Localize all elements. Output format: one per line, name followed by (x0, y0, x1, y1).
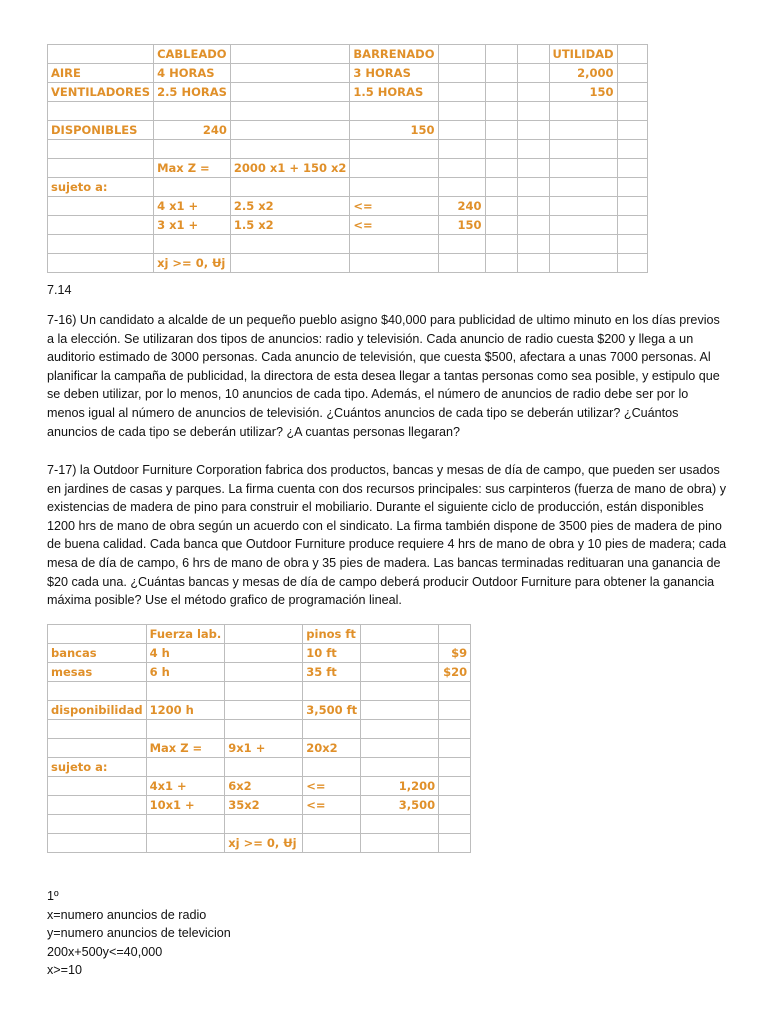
table-cell (230, 64, 350, 83)
table-cell (517, 64, 549, 83)
table-cell (146, 758, 225, 777)
table-cell (549, 197, 617, 216)
table-cell (439, 758, 471, 777)
table-cell (48, 197, 154, 216)
table-cell (517, 235, 549, 254)
table-cell (48, 254, 154, 273)
table-cell (517, 102, 549, 121)
table-cell: 3 x1 + (154, 216, 231, 235)
table-row (48, 682, 471, 701)
table-cell (439, 777, 471, 796)
table-cell (517, 178, 549, 197)
table-cell: 6x2 (225, 777, 303, 796)
table-cell: 3,500 ft (303, 701, 361, 720)
table-row (48, 644, 471, 663)
table-cell (48, 159, 154, 178)
table-cell: 4 h (146, 644, 225, 663)
table-cell (361, 663, 439, 682)
table-cell: bancas (48, 644, 147, 663)
table-row (48, 64, 648, 83)
table-cell (549, 235, 617, 254)
table-cell (361, 815, 439, 834)
table-cell (303, 758, 361, 777)
table-cell (549, 140, 617, 159)
table-cell: <= (303, 796, 361, 815)
table-cell (230, 140, 350, 159)
table-cell (617, 83, 647, 102)
table-cell (517, 254, 549, 273)
table-cell: <= (303, 777, 361, 796)
table-cell (439, 815, 471, 834)
table-cell (225, 682, 303, 701)
table-cell (146, 815, 225, 834)
table-cell: 2,000 (549, 64, 617, 83)
table-cell (230, 121, 350, 140)
table-cell (517, 45, 549, 64)
table-cell (617, 254, 647, 273)
table-cell (230, 178, 350, 197)
table-cell: $20 (439, 663, 471, 682)
table-cell (517, 159, 549, 178)
table-cell (350, 102, 438, 121)
table-cell (361, 758, 439, 777)
note-line: y=numero anuncios de televicion (47, 926, 231, 941)
problem-7-17-text: 7-17) la Outdoor Furniture Corporation fabrica dos productos, bancas y mesas de día de campo, que pueden ser usados en jardines de casas y parques. La firma cuenta con dos recursos principales: sus carpinteros (fuerza de mano de obra) y existencias de madera de pino para construir el mobiliario. Durante el siguiente ciclo de producción, están disponibles 1200 hrs de mano de obra según un acuerdo con el sindicato. La firma también dispone de 3500 pies de madera de pino de buena calidad. Cada banca que Outdoor Furniture produce requiere 4 hrs de mano de obra y 10 pies de madera; cada mesa de día de campo, 6 hrs de mano de obra y 35 pies de madera. Las bancas terminadas redituaran una ganancia de $20 cada una. ¿Cuántas bancas y mesas de día de campo deberá producir Outdoor Furniture para obtener la ganancia máxima posible? Use el método grafico de programación lineal. (47, 463, 727, 608)
table-cell (439, 701, 471, 720)
table-cell (485, 216, 517, 235)
table-row (48, 45, 648, 64)
table-cell (439, 682, 471, 701)
table-cell (438, 64, 485, 83)
table-cell: mesas (48, 663, 147, 682)
table-cell: 3 HORAS (350, 64, 438, 83)
table-cell (549, 102, 617, 121)
table-cell (549, 178, 617, 197)
problem-7-16 (47, 311, 727, 441)
table-cell (617, 159, 647, 178)
table-cell: 3,500 (361, 796, 439, 815)
table-cell (485, 178, 517, 197)
table-cell: 240 (154, 121, 231, 140)
table-cell: disponibilidad (48, 701, 147, 720)
table-cell (146, 720, 225, 739)
table-cell (617, 45, 647, 64)
table-cell (485, 235, 517, 254)
table-cell (485, 64, 517, 83)
table-cell (146, 834, 225, 853)
table-cell (48, 815, 147, 834)
table-cell (154, 140, 231, 159)
table-cell (361, 739, 439, 758)
table-cell: xj >= 0, Ʉj (225, 834, 303, 853)
table-cell: 2.5 x2 (230, 197, 350, 216)
table-cell (350, 254, 438, 273)
table-cell (485, 45, 517, 64)
table-cell: CABLEADO (154, 45, 231, 64)
table-cell (439, 739, 471, 758)
table-cell (154, 102, 231, 121)
table-cell (617, 197, 647, 216)
table-cell (617, 64, 647, 83)
table-cell: VENTILADORES (48, 83, 154, 102)
table-cell (48, 235, 154, 254)
table-cell (303, 815, 361, 834)
note-line: x>=10 (47, 963, 83, 978)
table-cell (549, 254, 617, 273)
table-cell (485, 197, 517, 216)
table-row (48, 235, 648, 254)
table-cell (48, 102, 154, 121)
table-cell: $9 (439, 644, 471, 663)
table-cell (350, 159, 438, 178)
table-cell (485, 254, 517, 273)
table-cell: 2000 x1 + 150 x2 (230, 159, 350, 178)
table-cell (485, 83, 517, 102)
table-cell (48, 834, 147, 853)
table-cell (48, 720, 147, 739)
table-cell (48, 739, 147, 758)
table-cell (225, 815, 303, 834)
table-cell: 1.5 HORAS (350, 83, 438, 102)
table-cell (154, 235, 231, 254)
table-cell (485, 121, 517, 140)
resource-table-1 (47, 44, 648, 273)
table-cell: sujeto a: (48, 758, 147, 777)
table-cell: AIRE (48, 64, 154, 83)
table-cell (350, 178, 438, 197)
section-label: 7.14 (47, 283, 72, 297)
table-cell (361, 682, 439, 701)
table-cell: 150 (549, 83, 617, 102)
table-cell (48, 625, 147, 644)
table-cell (225, 720, 303, 739)
table-cell (517, 140, 549, 159)
table-row (48, 216, 648, 235)
table-cell (439, 720, 471, 739)
table-cell (230, 254, 350, 273)
table-cell: sujeto a: (48, 178, 154, 197)
table-cell: 35 ft (303, 663, 361, 682)
table-cell: 4x1 + (146, 777, 225, 796)
problem-7-17 (47, 461, 727, 610)
table-row (48, 739, 471, 758)
table-cell (154, 178, 231, 197)
table-cell (438, 45, 485, 64)
table-cell (617, 121, 647, 140)
table-cell (485, 159, 517, 178)
table-cell (517, 83, 549, 102)
table-row (48, 758, 471, 777)
table-cell: 240 (438, 197, 485, 216)
problem-7-16-text: 7-16) Un candidato a alcalde de un pequeño pueblo asigno $40,000 para publicidad de ultimo minuto en los días previos a la elección. Se utilizaran dos tipos de anuncios: radio y televisión. Cada anuncio de radio cuesta $200 y llega a un auditorio estimado de 3000 personas. Cada anuncio de televisión, que cuesta $500, afectara a unas 7000 personas. Al planificar la campaña de publicidad, la directora de esta desea llegar a tantas personas como sea posible, y estipulo que se deben utilizar, por lo menos, 10 anuncios de cada tipo. Además, el número de anuncios de radio debe ser por lo menos igual al número de anuncios de televisión. ¿Cuántos anuncios de cada tipo se deberán utilizar? ¿Cuántos anuncios de cada tipo se deberán utilizar? ¿A cuantas personas llegaran? (47, 313, 720, 439)
table-row (48, 663, 471, 682)
table-cell: DISPONIBLES (48, 121, 154, 140)
table-cell: BARRENADO (350, 45, 438, 64)
table-cell (485, 102, 517, 121)
table-cell (48, 45, 154, 64)
table-cell (517, 121, 549, 140)
table-cell: <= (350, 216, 438, 235)
table-cell (225, 663, 303, 682)
table-cell (303, 682, 361, 701)
table-cell (438, 159, 485, 178)
table-cell: 1,200 (361, 777, 439, 796)
table-cell: 35x2 (225, 796, 303, 815)
table-cell (48, 140, 154, 159)
solution-notes (47, 887, 727, 980)
table-cell (225, 625, 303, 644)
table-cell: Max Z = (154, 159, 231, 178)
table-cell (350, 235, 438, 254)
table-row (48, 815, 471, 834)
table-cell (361, 720, 439, 739)
table-cell (361, 834, 439, 853)
table-cell (517, 197, 549, 216)
table-cell (438, 102, 485, 121)
table-cell (48, 682, 147, 701)
table-cell (225, 758, 303, 777)
table-cell: 10 ft (303, 644, 361, 663)
table-cell: Max Z = (146, 739, 225, 758)
table-cell (48, 777, 147, 796)
table-cell (48, 216, 154, 235)
table-row (48, 83, 648, 102)
table-row (48, 777, 471, 796)
note-line: 200x+500y<=40,000 (47, 944, 163, 959)
table-cell: pinos ft (303, 625, 361, 644)
table-cell (549, 121, 617, 140)
table-cell: 6 h (146, 663, 225, 682)
table-row (48, 159, 648, 178)
table-cell (485, 140, 517, 159)
table-cell (617, 140, 647, 159)
table-cell (438, 178, 485, 197)
table-cell (438, 83, 485, 102)
table-cell (517, 216, 549, 235)
table-cell: xj >= 0, Ʉj (154, 254, 231, 273)
table-row (48, 834, 471, 853)
table-cell (617, 235, 647, 254)
table-cell: 150 (350, 121, 438, 140)
table-cell: 1200 h (146, 701, 225, 720)
table-cell: 20x2 (303, 739, 361, 758)
table-cell (549, 159, 617, 178)
table-cell: 4 x1 + (154, 197, 231, 216)
table-cell (48, 796, 147, 815)
table-cell (438, 235, 485, 254)
table-cell (361, 644, 439, 663)
table-cell (617, 178, 647, 197)
table-cell: 9x1 + (225, 739, 303, 758)
note-line: 1º (47, 889, 59, 903)
table-row (48, 197, 648, 216)
note-line: x=numero anuncios de radio (47, 907, 207, 922)
table-cell: 1.5 x2 (230, 216, 350, 235)
table-cell (617, 216, 647, 235)
table-cell (230, 45, 350, 64)
table-cell (303, 720, 361, 739)
table-cell: 150 (438, 216, 485, 235)
table-cell (361, 625, 439, 644)
table-cell: Fuerza lab. (146, 625, 225, 644)
table-cell (146, 682, 225, 701)
table-cell (230, 235, 350, 254)
table-row (48, 625, 471, 644)
table-row (48, 254, 648, 273)
table-cell (617, 102, 647, 121)
table-cell (438, 121, 485, 140)
table-cell (303, 834, 361, 853)
table-cell: 10x1 + (146, 796, 225, 815)
table-cell (225, 644, 303, 663)
table-cell (439, 834, 471, 853)
table-cell (439, 625, 471, 644)
resource-table-2 (47, 624, 471, 853)
table-row (48, 720, 471, 739)
table-cell: UTILIDAD (549, 45, 617, 64)
table-cell (230, 83, 350, 102)
table-cell: 4 HORAS (154, 64, 231, 83)
table-row (48, 121, 648, 140)
table-cell (225, 701, 303, 720)
table-cell: <= (350, 197, 438, 216)
table-row (48, 701, 471, 720)
table-cell (438, 140, 485, 159)
table-cell (361, 701, 439, 720)
table-cell (230, 102, 350, 121)
table-row (48, 796, 471, 815)
table-cell: 2.5 HORAS (154, 83, 231, 102)
table-cell (549, 216, 617, 235)
table-cell (350, 140, 438, 159)
table-cell (439, 796, 471, 815)
table-cell (438, 254, 485, 273)
table-row (48, 140, 648, 159)
table-row (48, 102, 648, 121)
table-row (48, 178, 648, 197)
